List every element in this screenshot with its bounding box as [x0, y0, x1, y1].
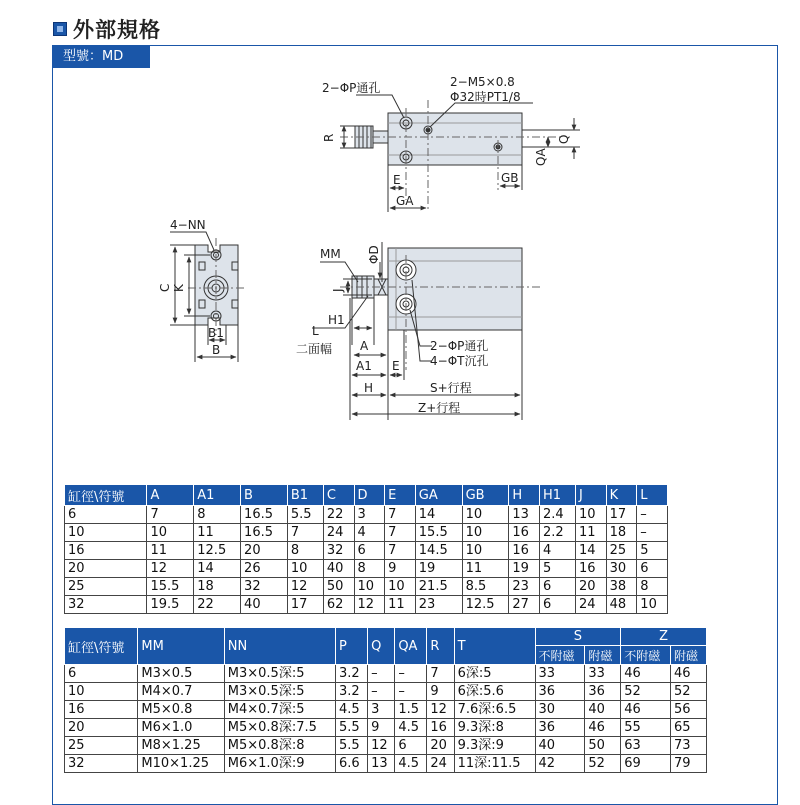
table1-cell: 16 [65, 542, 147, 560]
table1-cell: 21.5 [415, 578, 462, 596]
table-row [65, 665, 707, 683]
table2-cell: 4.5 [395, 755, 427, 773]
table1-cell: 10 [354, 578, 385, 596]
table1-cell: 23 [415, 596, 462, 614]
table1-cell: 18 [606, 524, 637, 542]
table2-cell: 6深:5.6 [454, 683, 535, 701]
label-side-h: H [364, 381, 374, 395]
table2-cell: 11深:11.5 [454, 755, 535, 773]
table1-header-cell: H [509, 485, 540, 506]
table2-cell: 46 [621, 665, 671, 683]
spec-table-2 [64, 627, 707, 773]
table2-cell: 13 [368, 755, 395, 773]
table1-cell: 5 [539, 560, 575, 578]
table1-cell: 8.5 [462, 578, 509, 596]
label-side-l: L [312, 324, 319, 338]
table1-cell: 32 [323, 542, 354, 560]
table2-cell: 6深:5 [454, 665, 535, 683]
table2-subheader-cell: 不附磁 [535, 646, 585, 665]
table2-cell: 42 [535, 755, 585, 773]
table1-header-cell: K [606, 485, 637, 506]
label-side-j: J [331, 288, 345, 292]
table1-cell: 10 [65, 524, 147, 542]
table2-cell: M3×0.5深:5 [224, 665, 335, 683]
label-end-b1: B1 [208, 326, 224, 340]
label-side-flats: 二面幅 [296, 342, 333, 356]
table2-cell: 16 [427, 719, 454, 737]
table1-cell: 11 [194, 524, 241, 542]
table1-cell: 24 [323, 524, 354, 542]
table2-header-cell: Z [621, 628, 707, 646]
table1-cell: 7 [385, 506, 416, 524]
table-row [65, 683, 707, 701]
table1-cell: – [637, 524, 668, 542]
table1-cell: 16.5 [241, 524, 288, 542]
table1-cell: 17 [287, 596, 323, 614]
table1-header-cell: L [637, 485, 668, 506]
spec-table-1 [64, 484, 668, 614]
table2-cell: 9.3深:9 [454, 737, 535, 755]
table2-cell: – [395, 665, 427, 683]
table2-cell: 4.5 [336, 701, 368, 719]
table1-header-cell: B [241, 485, 288, 506]
table1-cell: 3 [354, 506, 385, 524]
table1-cell: 19 [509, 560, 540, 578]
label-top-p-hole: 2−ΦP通孔 [322, 81, 381, 95]
table1-cell: 19.5 [147, 596, 194, 614]
table2-cell: 6 [65, 665, 138, 683]
table1-cell: 4 [539, 542, 575, 560]
table1-cell: 26 [241, 560, 288, 578]
table1-cell: 10 [147, 524, 194, 542]
table1-cell: 32 [241, 578, 288, 596]
table2-header-cell: P [336, 628, 368, 665]
table2-cell: 33 [585, 665, 621, 683]
table2-cell: M6×1.0深:9 [224, 755, 335, 773]
table1-cell: 20 [241, 542, 288, 560]
table1-cell: 10 [385, 578, 416, 596]
table1-cell: 19 [415, 560, 462, 578]
table1-cell: 6 [539, 596, 575, 614]
table2-header-cell: NN [224, 628, 335, 665]
table2-header-cell: QA [395, 628, 427, 665]
table2-cell: 10 [65, 683, 138, 701]
table1-cell: 48 [606, 596, 637, 614]
table1-cell: 14 [576, 542, 607, 560]
table1-cell: 11 [576, 524, 607, 542]
table2-subheader-cell: 不附磁 [621, 646, 671, 665]
table2-cell: – [368, 683, 395, 701]
label-side-s: S+行程 [430, 381, 472, 395]
label-side-p-hole: 2−ΦP通孔 [430, 339, 489, 353]
table1-cell: 11 [462, 560, 509, 578]
table-row [65, 596, 668, 614]
table2-header-cell: T [454, 628, 535, 665]
table2-cell: – [395, 683, 427, 701]
label-side-z: Z+行程 [418, 401, 461, 415]
table2-cell: 36 [535, 719, 585, 737]
table2-cell: M4×0.7 [138, 683, 224, 701]
table1-cell: 16 [509, 524, 540, 542]
table1-cell: 10 [462, 524, 509, 542]
table1-cell: 11 [147, 542, 194, 560]
end-view [170, 232, 246, 362]
table2-cell: 79 [671, 755, 707, 773]
table1-cell: 25 [65, 578, 147, 596]
table2-header-cell: MM [138, 628, 224, 665]
label-top-r: R [322, 133, 336, 142]
table-row [65, 506, 668, 524]
table1-header-cell: J [576, 485, 607, 506]
table1-cell: 10 [637, 596, 668, 614]
table2-cell: M4×0.7深:5 [224, 701, 335, 719]
table2-cell: 65 [671, 719, 707, 737]
table-row [65, 542, 668, 560]
table1-cell: 10 [462, 542, 509, 560]
label-side-h1: H1 [328, 313, 345, 327]
table2-cell: 4.5 [395, 719, 427, 737]
table1-cell: 12.5 [462, 596, 509, 614]
side-view [312, 242, 540, 420]
table1-cell: 2.4 [539, 506, 575, 524]
table1-cell: 30 [606, 560, 637, 578]
table2-cell: M5×0.8深:8 [224, 737, 335, 755]
table2-cell: 9.3深:8 [454, 719, 535, 737]
table1-cell: – [637, 506, 668, 524]
table1-cell: 10 [287, 560, 323, 578]
table2-cell: 46 [585, 719, 621, 737]
table1-cell: 50 [323, 578, 354, 596]
table1-header-cell: B1 [287, 485, 323, 506]
table1-cell: 16.5 [241, 506, 288, 524]
table2-cell: 3.2 [336, 683, 368, 701]
table-row [65, 560, 668, 578]
table2-cell: 9 [427, 683, 454, 701]
table2-cell: 12 [368, 737, 395, 755]
label-side-a1: A1 [356, 359, 372, 373]
label-end-k: K [172, 284, 186, 292]
table1-header-cell: 缸徑\符號 [65, 485, 147, 506]
table2-cell: 32 [65, 755, 138, 773]
table-row [65, 701, 707, 719]
table1-cell: 11 [385, 596, 416, 614]
table2-cell: M10×1.25 [138, 755, 224, 773]
table2-cell: M8×1.25 [138, 737, 224, 755]
table2-cell: 69 [621, 755, 671, 773]
label-side-e: E [392, 359, 400, 373]
label-end-b: B [212, 343, 221, 357]
table2-header-cell: 缸徑\符號 [65, 628, 138, 665]
table1-cell: 5.5 [287, 506, 323, 524]
table1-cell: 25 [606, 542, 637, 560]
label-top-gb: GB [501, 171, 519, 185]
table1-cell: 62 [323, 596, 354, 614]
table1-cell: 18 [194, 578, 241, 596]
table2-cell: 50 [585, 737, 621, 755]
table2-header-cell: R [427, 628, 454, 665]
table1-cell: 10 [576, 506, 607, 524]
table1-cell: 12 [147, 560, 194, 578]
table1-cell: 20 [65, 560, 147, 578]
table1-header-cell: A [147, 485, 194, 506]
table1-cell: 8 [287, 542, 323, 560]
table1-cell: 32 [65, 596, 147, 614]
table2-subheader-cell: 附磁 [671, 646, 707, 665]
table2-cell: 1.5 [395, 701, 427, 719]
table2-cell: 20 [427, 737, 454, 755]
table2-cell: 20 [65, 719, 138, 737]
table2-cell: 73 [671, 737, 707, 755]
table1-cell: 40 [241, 596, 288, 614]
table1-cell: 7 [287, 524, 323, 542]
table-row [65, 578, 668, 596]
table2-cell: M5×0.8 [138, 701, 224, 719]
table2-header-cell: Q [368, 628, 395, 665]
table2-cell: M3×0.5 [138, 665, 224, 683]
table2-cell: 36 [535, 683, 585, 701]
table1-cell: 40 [323, 560, 354, 578]
label-top-ga: GA [396, 194, 414, 208]
table1-cell: 14.5 [415, 542, 462, 560]
table2-subheader-cell: 附磁 [585, 646, 621, 665]
table2-cell: 5.5 [336, 737, 368, 755]
table1-cell: 14 [194, 560, 241, 578]
table2-cell: M3×0.5深:5 [224, 683, 335, 701]
table1-cell: 10 [462, 506, 509, 524]
section-title: 外部規格 [73, 18, 161, 42]
table1-cell: 8 [637, 578, 668, 596]
table2-cell: 46 [671, 665, 707, 683]
table1-cell: 8 [194, 506, 241, 524]
label-side-a: A [360, 339, 369, 353]
table1-cell: 13 [509, 506, 540, 524]
table2-cell: 24 [427, 755, 454, 773]
label-top-q: Q [557, 134, 571, 144]
table2-cell: 3.2 [336, 665, 368, 683]
table2-cell: 46 [621, 701, 671, 719]
table2-cell: 40 [585, 701, 621, 719]
table1-header-cell: GA [415, 485, 462, 506]
table2-header-cell: S [535, 628, 621, 646]
table1-cell: 15.5 [147, 578, 194, 596]
table-row [65, 737, 707, 755]
table1-cell: 6 [539, 578, 575, 596]
table2-cell: 3 [368, 701, 395, 719]
table1-cell: 4 [354, 524, 385, 542]
label-top-qa: QA [534, 148, 548, 166]
table2-cell: 6 [395, 737, 427, 755]
table1-cell: 6 [354, 542, 385, 560]
table1-cell: 38 [606, 578, 637, 596]
table2-cell: 33 [535, 665, 585, 683]
table2-cell: 6.6 [336, 755, 368, 773]
label-end-c: C [158, 283, 172, 292]
table1-cell: 17 [606, 506, 637, 524]
table2-cell: 52 [671, 683, 707, 701]
table2-cell: 63 [621, 737, 671, 755]
table2-cell: 30 [535, 701, 585, 719]
label-side-mm: MM [320, 247, 341, 261]
table1-cell: 12 [354, 596, 385, 614]
label-side-phid: ΦD [367, 245, 381, 264]
table2-cell: 12 [427, 701, 454, 719]
table2-cell: 16 [65, 701, 138, 719]
table1-cell: 5 [637, 542, 668, 560]
table-row [65, 524, 668, 542]
table1-cell: 22 [323, 506, 354, 524]
table1-header-cell: A1 [194, 485, 241, 506]
table-row [65, 719, 707, 737]
table2-cell: 7.6深:6.5 [454, 701, 535, 719]
table2-cell: 25 [65, 737, 138, 755]
table2-cell: – [368, 665, 395, 683]
table1-cell: 6 [637, 560, 668, 578]
table2-cell: 7 [427, 665, 454, 683]
table2-cell: M5×0.8深:7.5 [224, 719, 335, 737]
table1-cell: 20 [576, 578, 607, 596]
label-top-m5: 2−M5×0.8 [450, 75, 515, 89]
table1-cell: 8 [354, 560, 385, 578]
table1-header-cell: E [385, 485, 416, 506]
table2-cell: 36 [585, 683, 621, 701]
table2-cell: 52 [621, 683, 671, 701]
table1-cell: 2.2 [539, 524, 575, 542]
table2-cell: M6×1.0 [138, 719, 224, 737]
table1-cell: 9 [385, 560, 416, 578]
table2-cell: 55 [621, 719, 671, 737]
table2-cell: 56 [671, 701, 707, 719]
table1-cell: 16 [509, 542, 540, 560]
label-top-pt: Φ32時PT1/8 [450, 90, 521, 104]
model-label: 型號：MD [53, 46, 150, 68]
table2-cell: 5.5 [336, 719, 368, 737]
table1-cell: 12.5 [194, 542, 241, 560]
table1-cell: 27 [509, 596, 540, 614]
table1-cell: 23 [509, 578, 540, 596]
table-row [65, 755, 707, 773]
table1-cell: 24 [576, 596, 607, 614]
table1-header-cell: C [323, 485, 354, 506]
table1-header-cell: H1 [539, 485, 575, 506]
table2-cell: 40 [535, 737, 585, 755]
label-end-nn: 4−NN [170, 218, 206, 232]
table1-cell: 6 [65, 506, 147, 524]
table1-cell: 14 [415, 506, 462, 524]
table1-cell: 16 [576, 560, 607, 578]
table2-cell: 9 [368, 719, 395, 737]
label-side-t-hole: 4−ΦT沉孔 [430, 354, 489, 368]
label-top-e: E [393, 173, 401, 187]
table1-header-cell: D [354, 485, 385, 506]
table1-cell: 7 [385, 542, 416, 560]
table1-cell: 12 [287, 578, 323, 596]
table1-cell: 15.5 [415, 524, 462, 542]
table1-cell: 7 [385, 524, 416, 542]
table1-header-cell: GB [462, 485, 509, 506]
table2-cell: 52 [585, 755, 621, 773]
table1-cell: 7 [147, 506, 194, 524]
table1-cell: 22 [194, 596, 241, 614]
